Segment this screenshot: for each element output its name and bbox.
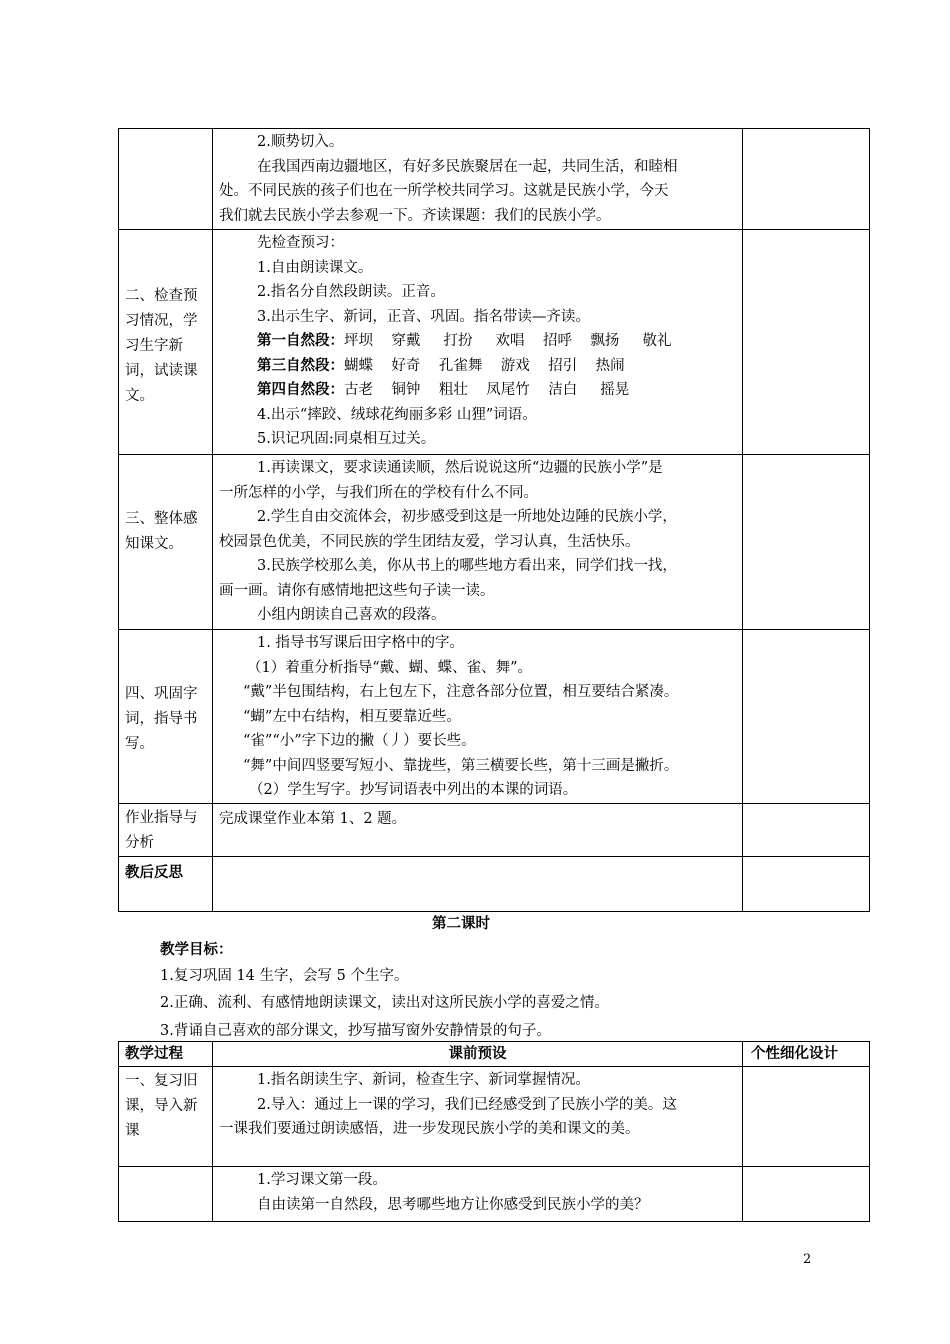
notes-cell: [743, 230, 870, 455]
stage-cell: 二、检查预习情况，学习生字新词，试读课文。: [119, 230, 213, 455]
goal-item: 1.复习巩固 14 生字，会写 5 个生字。: [160, 968, 409, 984]
text-line: 2.导入：通过上一课的学习，我们已经感受到了民族小学的美。这: [257, 1096, 677, 1113]
vocab-line: [219, 378, 738, 403]
text-line: 4.出示“摔跤、绒球花绚丽多彩 山狸”词语。: [257, 406, 537, 423]
text-line: “蝴”左中右结构，相互要靠近些。: [243, 708, 461, 725]
text-line: 1. 指导书写课后田字格中的字。: [257, 635, 464, 651]
content-cell: [213, 804, 743, 857]
goals-label: 教学目标：: [160, 941, 233, 958]
table-header-row: [119, 1042, 870, 1067]
text-line: 1.再读课文，要求读通读顺，然后说说这所“边疆的民族小学”是: [257, 460, 663, 476]
content-cell: [213, 630, 743, 804]
content-cell: [213, 857, 743, 912]
vocab-line: [219, 354, 738, 379]
section-title: 第二课时: [432, 915, 490, 932]
text-line: 1.学习课文第一段。: [257, 1172, 387, 1188]
header-cell: 个性细化设计: [743, 1042, 870, 1067]
table-row: [119, 455, 870, 630]
goal-item: 2.正确、流利、有感情地朗读课文，读出对这所民族小学的喜爱之情。: [160, 995, 609, 1011]
text-line: 在我国西南边疆地区，有好多民族聚居在一起，共同生活，和睦相: [257, 158, 678, 175]
text-line: 一课我们要通过朗读感悟，进一步发现民族小学的美和课文的美。: [219, 1121, 640, 1137]
vocab-label: 第四自然段：: [257, 381, 344, 398]
text-line: 5.识记巩固:同桌相互过关。: [257, 431, 436, 447]
text-line: 2.学生自由交流体会，初步感受到这是一所地处边陲的民族小学，: [257, 509, 677, 525]
table-row: [119, 1167, 870, 1222]
text-line: 先检查预习：: [257, 235, 344, 251]
stage-cell: 作业指导与分析: [119, 804, 213, 857]
text-line: 完成课堂作业本第 1、2 题。: [219, 811, 407, 827]
lesson-table-2: [118, 1041, 870, 1222]
stage-cell: 教后反思: [119, 857, 213, 912]
content-cell: [213, 1167, 743, 1222]
table-row: [119, 1067, 870, 1167]
stage-cell: 一、复习旧课，导入新课: [119, 1067, 213, 1167]
table-row: [119, 230, 870, 455]
text-line: 3.出示生字、新词，正音、巩固。指名带读—齐读。: [257, 308, 590, 325]
notes-cell: [743, 455, 870, 630]
header-cell: 教学过程: [119, 1042, 213, 1067]
text-line: 2.指名分自然段朗读。正音。: [257, 284, 445, 300]
table-row: [119, 857, 870, 912]
goal-item: 3.背诵自己喜欢的部分课文，抄写描写窗外安静情景的句子。: [160, 1023, 551, 1039]
text-line: 3.民族学校那么美，你从书上的哪些地方看出来，同学们找一找，: [257, 558, 677, 574]
text-line: （1）着重分析指导“戴、蝴、蝶、雀、舞”。: [247, 659, 533, 676]
notes-cell: [743, 630, 870, 804]
content-cell: [213, 230, 743, 455]
text-line: 校园景色优美，不同民族的学生团结友爱，学习认真，生活快乐。: [219, 533, 640, 550]
text-line: （2）学生写字。抄写词语表中列出的本课的词语。: [249, 782, 578, 798]
vocab-label: 第三自然段：: [257, 356, 344, 374]
text-line: “戴”半包围结构，右上包左下，注意各部分位置，相互要结合紧凑。: [243, 684, 679, 700]
notes-cell: [743, 1167, 870, 1222]
text-line: 1.指名朗读生字、新词，检查生字、新词掌握情况。: [257, 1072, 590, 1088]
vocab-words: 坪坝 穿戴 打扮 欢唱 招呼 飘扬 敬礼: [344, 333, 672, 349]
table-row: [119, 630, 870, 804]
header-cell: 课前预设: [213, 1042, 743, 1067]
content-cell: [213, 129, 743, 230]
table-row: [119, 804, 870, 857]
notes-cell: [743, 1067, 870, 1167]
vocab-words: 蝴蝶 好奇 孔雀舞 游戏 招引 热闹: [344, 357, 625, 374]
stage-cell: 四、巩固字词，指导书写。: [119, 630, 213, 804]
vocab-label: 第一自然段：: [257, 332, 344, 349]
table-row: [119, 129, 870, 230]
lesson-table-1: [118, 128, 870, 912]
page-number: 2: [803, 1252, 812, 1267]
text-line: 处。不同民族的孩子们也在一所学校共同学习。这就是民族小学，今天: [219, 183, 669, 199]
text-line: “雀”“小”字下边的撇（丿）要长些。: [243, 733, 476, 749]
text-line: 2.顺势切入。: [257, 134, 344, 150]
notes-cell: [743, 857, 870, 912]
stage-cell: [119, 129, 213, 230]
content-cell: [213, 1067, 743, 1167]
notes-cell: [743, 129, 870, 230]
text-line: 画一画。请你有感情地把这些句子读一读。: [219, 582, 495, 599]
text-line: 一所怎样的小学，与我们所在的学校有什么不同。: [219, 484, 538, 501]
text-line: 1.自由朗读课文。: [257, 259, 373, 276]
text-line: 小组内朗读自己喜欢的段落。: [257, 607, 446, 623]
vocab-words: 古老 铜钟 粗壮 凤尾竹 洁白 摇晃: [344, 382, 630, 398]
text-line: “舞”中间四竖要写短小、靠拢些，第三横要长些，第十三画是撇折。: [243, 757, 679, 774]
content-cell: [213, 455, 743, 630]
stage-cell: [119, 1167, 213, 1222]
text-line: 我们就去民族小学去参观一下。齐读课题：我们的民族小学。: [219, 207, 611, 224]
vocab-line: [219, 329, 738, 354]
text-line: 自由读第一自然段，思考哪些地方让你感受到民族小学的美？: [257, 1196, 649, 1213]
notes-cell: [743, 804, 870, 857]
stage-cell: 三、整体感知课文。: [119, 455, 213, 630]
